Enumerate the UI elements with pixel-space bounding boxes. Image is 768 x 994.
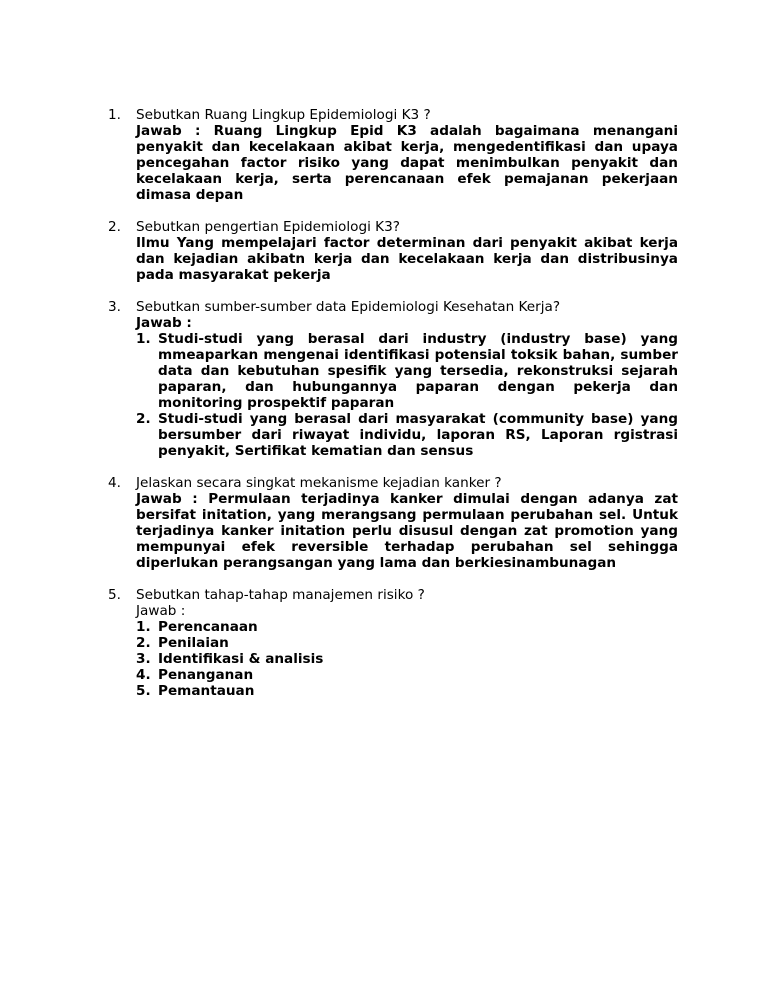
question-text: Sebutkan pengertian Epidemiologi K3?	[136, 219, 400, 235]
question-number: 2.	[108, 219, 121, 235]
list-item-text: Penanganan	[158, 667, 254, 683]
question-text: Sebutkan Ruang Lingkup Epidemiologi K3 ?	[136, 107, 431, 123]
list-item-number: 3.	[136, 651, 151, 667]
question-item	[108, 299, 678, 459]
list-item	[136, 667, 678, 683]
question-text: Sebutkan sumber-sumber data Epidemiologi Kesehatan Kerja?	[136, 299, 561, 315]
list-item-number: 2.	[136, 411, 151, 427]
answer-text: Ilmu Yang mempelajari factor determinan dari penyakit akibat kerja dan kejadian akibatn kerja dan kecelakaan kerja dan distribusinya pada masyarakat pekerja	[136, 235, 678, 283]
answer-label: Jawab :	[136, 315, 192, 331]
question-item	[108, 219, 678, 283]
list-item-text: Penilaian	[158, 635, 229, 651]
list-item-text: Studi-studi yang berasal dari masyarakat (community base) yang bersumber dari riwayat individu, laporan RS, Laporan rgistrasi penyakit, Sertifikat kematian dan sensus	[158, 411, 678, 459]
answer-text: Jawab : Permulaan terjadinya kanker dimulai dengan adanya zat bersifat initation, yang merangsang permulaan perubahan sel. Untuk terjadinya kanker initation perlu disusul dengan zat promotion yang mempunyai efek reversible terhadap perubahan sel sehingga diperlukan perangsangan yang lama dan berkiesinambunagan	[136, 491, 678, 571]
question-item	[108, 587, 678, 699]
list-item	[136, 683, 678, 699]
answer-label: Jawab :	[136, 603, 186, 619]
list-item	[136, 651, 678, 667]
question-text: Sebutkan tahap-tahap manajemen risiko ?	[136, 587, 425, 603]
question-item	[108, 475, 678, 571]
question-number: 5.	[108, 587, 121, 603]
answer-sublist	[136, 619, 678, 699]
answer-sublist	[136, 331, 678, 459]
list-item	[136, 619, 678, 635]
list-item-text: Pemantauan	[158, 683, 255, 699]
list-item-text: Studi-studi yang berasal dari industry (industry base) yang mmeaparkan mengenai identifikasi potensial toksik bahan, sumber data dan kebutuhan spesifik yang tersedia, rekonstruksi sejarah paparan, dan hubungannya paparan dengan pekerja dan monitoring prospektif paparan	[158, 331, 678, 411]
list-item-text: Perencanaan	[158, 619, 258, 635]
list-item	[136, 411, 678, 459]
list-item-number: 4.	[136, 667, 151, 683]
question-list	[108, 107, 678, 715]
list-item-number: 1.	[136, 331, 151, 347]
question-text: Jelaskan secara singkat mekanisme kejadian kanker ?	[136, 475, 502, 491]
list-item-number: 5.	[136, 683, 151, 699]
answer-text: Jawab : Ruang Lingkup Epid K3 adalah bagaimana menangani penyakit dan kecelakaan akibat kerja, mengedentifikasi dan upaya pencegahan factor risiko yang dapat menimbulkan penyakit dan kecelakaan kerja, serta perencanaan efek pemajanan pekerjaan dimasa depan	[136, 123, 678, 203]
question-number: 3.	[108, 299, 121, 315]
question-number: 4.	[108, 475, 121, 491]
list-item-text: Identifikasi & analisis	[158, 651, 324, 667]
question-item	[108, 107, 678, 203]
list-item-number: 1.	[136, 619, 151, 635]
list-item	[136, 331, 678, 411]
list-item-number: 2.	[136, 635, 151, 651]
list-item	[136, 635, 678, 651]
question-number: 1.	[108, 107, 121, 123]
